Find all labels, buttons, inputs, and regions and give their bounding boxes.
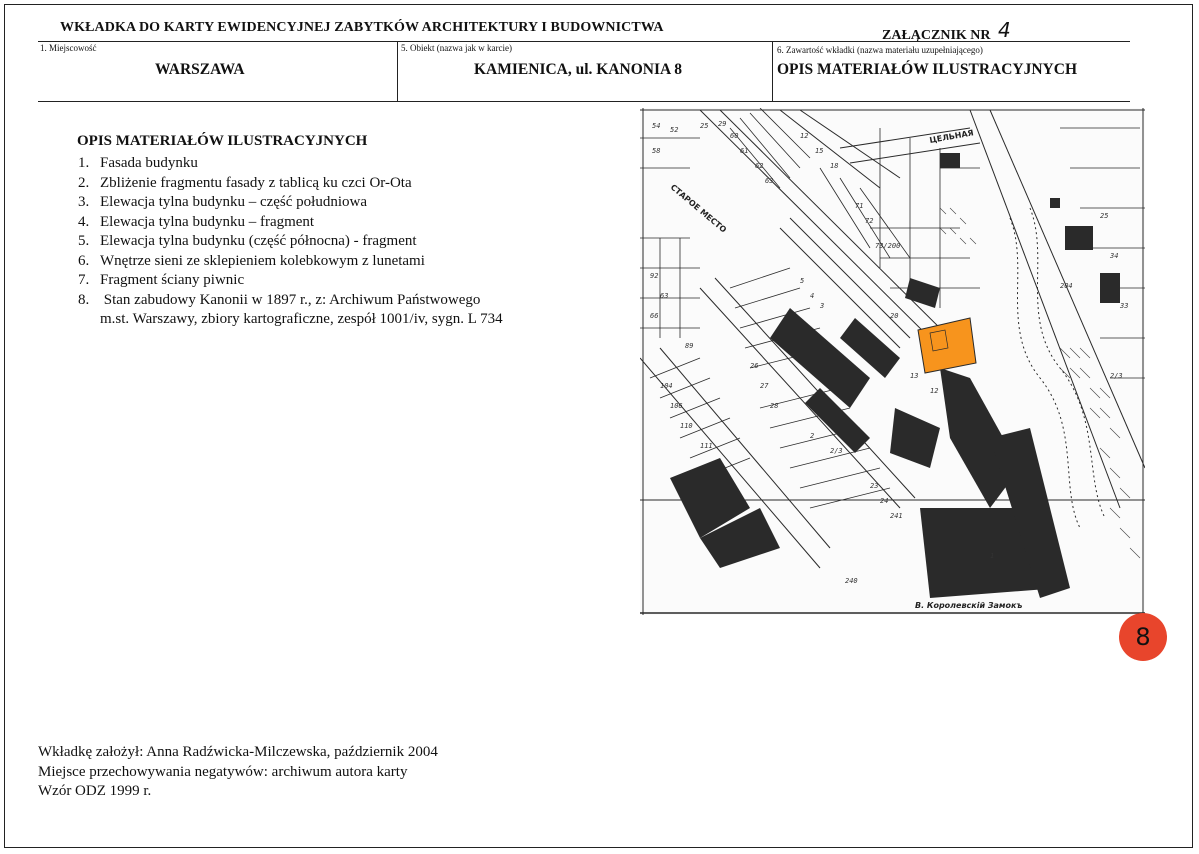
list-item: 7. Fragment ściany piwnic — [78, 272, 245, 288]
svg-text:13: 13 — [910, 372, 919, 380]
svg-text:60: 60 — [730, 132, 739, 140]
svg-text:2: 2 — [810, 432, 815, 440]
svg-text:2/3: 2/3 — [1110, 372, 1123, 380]
list-item-continuation: m.st. Warszawy, zbiory kartograficzne, zespół 1001/iv, sygn. L 734 — [100, 311, 503, 327]
svg-text:20: 20 — [890, 312, 899, 320]
map-drawing — [640, 108, 1145, 615]
svg-text:72: 72 — [865, 217, 874, 225]
header-rule-bottom — [38, 101, 1130, 102]
svg-text:241: 241 — [890, 512, 903, 520]
svg-text:33: 33 — [1120, 302, 1129, 310]
svg-text:63: 63 — [660, 292, 669, 300]
svg-text:92: 92 — [650, 272, 659, 280]
svg-text:25: 25 — [700, 122, 709, 130]
content-value: OPIS MATERIAŁÓW ILUSTRACYJNYCH — [777, 61, 1077, 78]
svg-text:240: 240 — [845, 577, 858, 585]
page-number-badge — [1119, 613, 1167, 661]
field-divider-1 — [397, 42, 398, 102]
footer-storage: Miejsce przechowywania negatywów: archiwum autora karty — [38, 763, 408, 780]
locality-value: WARSZAWA — [155, 61, 245, 78]
svg-text:26: 26 — [750, 362, 759, 370]
footer-template: Wzór ODZ 1999 r. — [38, 783, 152, 799]
svg-text:12: 12 — [800, 132, 809, 140]
list-item: 3. Elewacja tylna budynku – część południowa — [78, 194, 367, 210]
svg-text:106: 106 — [670, 402, 683, 410]
svg-text:27: 27 — [760, 382, 769, 390]
annex-number: 4 — [998, 18, 1011, 42]
list-item: 6. Wnętrze sieni ze sklepieniem kolebkowym z lunetami — [78, 252, 425, 269]
list-item: 5. Elewacja tylna budynku (część północna) - fragment — [78, 233, 417, 249]
svg-text:66: 66 — [650, 312, 659, 320]
svg-text:18: 18 — [830, 162, 839, 170]
object-label: 5. Obiekt (nazwa jak w karcie) — [401, 43, 512, 53]
svg-text:12: 12 — [930, 387, 939, 395]
svg-text:62: 62 — [755, 162, 764, 170]
header-title: WKŁADKA DO KARTY EWIDENCYJNEJ ZABYTKÓW ARCHITEKTURY I BUDOWNICTWA — [60, 20, 664, 35]
svg-text:15: 15 — [815, 147, 824, 155]
svg-text:71: 71 — [855, 202, 864, 210]
svg-text:4: 4 — [810, 292, 815, 300]
map-label-castle: В. Королевскій Замокъ — [915, 601, 1023, 610]
footer-author: Wkładkę założył: Anna Radźwicka-Milczewska, październik 2004 — [38, 744, 438, 760]
svg-text:2/3: 2/3 — [830, 447, 843, 455]
historical-map — [640, 108, 1145, 615]
object-value: KAMIENICA, ul. KANONIA 8 — [474, 61, 682, 78]
svg-text:111: 111 — [700, 442, 713, 450]
svg-text:89: 89 — [685, 342, 694, 350]
field-divider-2 — [772, 42, 773, 102]
svg-text:110: 110 — [680, 422, 693, 430]
svg-text:52: 52 — [670, 126, 679, 134]
list-item: 2. Zbliżenie fragmentu fasady z tablicą ku czci Or-Ota — [78, 174, 412, 191]
svg-text:23: 23 — [870, 482, 879, 490]
svg-text:204: 204 — [1060, 282, 1073, 290]
locality-label: 1. Miejscowość — [40, 43, 97, 53]
svg-text:61: 61 — [740, 147, 749, 155]
content-label: 6. Zawartość wkładki (nazwa materiału uzupełniającego) — [777, 45, 983, 55]
page-number-badge-label: 8 — [1135, 623, 1151, 651]
svg-text:1: 1 — [990, 552, 995, 560]
map-label-street: ЦЕЛЬНАЯ — [928, 128, 975, 145]
header-rule-top — [38, 41, 1130, 42]
footer — [38, 743, 438, 802]
description-title: OPIS MATERIAŁÓW ILUSTRACYJNYCH — [77, 133, 368, 149]
list-item: 4. Elewacja tylna budynku – fragment — [78, 213, 315, 230]
svg-text:29: 29 — [718, 120, 727, 128]
svg-text:3: 3 — [820, 302, 825, 310]
svg-text:54: 54 — [652, 122, 661, 130]
annex-label: ZAŁĄCZNIK NR — [882, 28, 991, 43]
list-item: 1. Fasada budynku — [78, 155, 198, 171]
svg-text:63: 63 — [765, 177, 774, 185]
svg-text:24: 24 — [880, 497, 889, 505]
svg-text:104: 104 — [660, 382, 673, 390]
svg-text:25: 25 — [1100, 212, 1109, 220]
svg-text:34: 34 — [1110, 252, 1119, 260]
svg-text:28: 28 — [770, 402, 779, 410]
svg-text:58: 58 — [652, 147, 661, 155]
map-label-old-town: СТАРОЕ МЕСТО — [668, 182, 729, 235]
description-list — [78, 154, 503, 330]
list-item: 8. Stan zabudowy Kanonii w 1897 r., z: Archiwum Państwowego — [78, 291, 481, 308]
svg-text:73/200: 73/200 — [875, 242, 901, 250]
svg-text:5: 5 — [800, 277, 805, 285]
